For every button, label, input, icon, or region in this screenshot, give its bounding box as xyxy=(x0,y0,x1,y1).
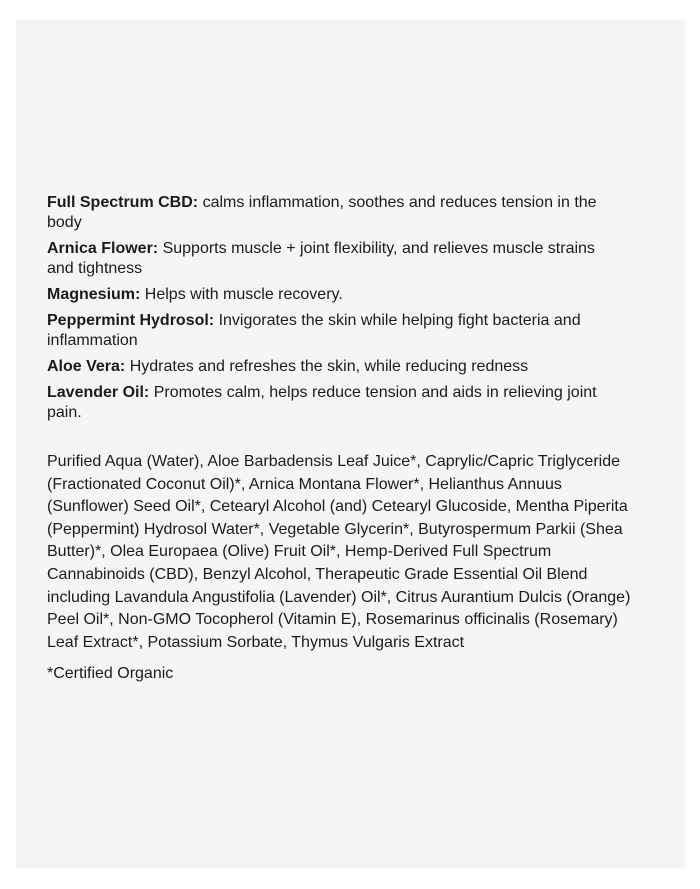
benefit-name: Lavender Oil: xyxy=(47,384,150,401)
benefit-name: Full Spectrum CBD: xyxy=(47,194,199,211)
benefit-text: Supports muscle + joint flexibility, and relieves muscle strains and tightness xyxy=(47,240,595,277)
benefit-text: Hydrates and refreshes the skin, while reducing redness xyxy=(125,358,529,375)
benefit-name: Arnica Flower: xyxy=(47,240,159,257)
benefit-magnesium xyxy=(47,285,647,305)
organic-footnote: *Certified Organic xyxy=(47,665,174,683)
benefit-peppermint-hydrosol xyxy=(47,311,647,351)
product-info-panel xyxy=(16,20,685,868)
benefit-full-spectrum-cbd xyxy=(47,193,647,233)
benefit-name: Aloe Vera: xyxy=(47,358,126,375)
product-info-content xyxy=(47,193,647,684)
benefit-text: Promotes calm, helps reduce tension and aids in relieving joint pain. xyxy=(47,384,597,421)
benefit-arnica-flower xyxy=(47,239,647,279)
benefit-text: Helps with muscle recovery. xyxy=(140,286,343,303)
benefit-text: calms inflammation, soothes and reduces tension in the body xyxy=(47,194,597,231)
benefit-text: Invigorates the skin while helping fight bacteria and inflammation xyxy=(47,312,581,349)
benefit-aloe-vera xyxy=(47,357,647,377)
benefit-lavender-oil xyxy=(47,383,647,423)
ingredients-list: Purified Aqua (Water), Aloe Barbadensis Leaf Juice*, Caprylic/Capric Triglyceride (Fractionated Coconut Oil)*, Arnica Montana Flower*, Helianthus Annuus (Sunflower) Seed Oil*, Cetearyl Alcohol (and) Cetearyl Glucoside, Mentha Piperita (Peppermint) Hydrosol Water*, Vegetable Glycerin*, Butyrospermum Parkii (Shea Butter)*, Olea Europaea (Olive) Fruit Oil*, Hemp-Derived Full Spectrum Cannabinoids (CBD), Benzyl Alcohol, Therapeutic Grade Essential Oil Blend including Lavandula Angustifolia (Lavender) Oil*, Citrus Aurantium Dulcis (Orange) Peel Oil*, Non-GMO Tocopherol (Vitamin E), Rosemarinus officinalis (Rosemary) Leaf Extract*, Potassium Sorbate, Thymus Vulgaris Extract xyxy=(47,453,631,651)
benefit-name: Magnesium: xyxy=(47,286,141,303)
benefit-name: Peppermint Hydrosol: xyxy=(47,312,215,329)
